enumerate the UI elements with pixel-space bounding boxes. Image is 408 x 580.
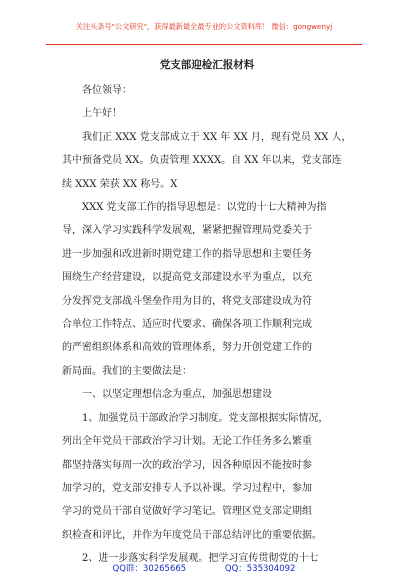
page-footer	[0, 562, 408, 580]
document-body	[62, 52, 352, 571]
document-line: 列出全年党员干部政治学习计划。无论工作任务多么繁重	[62, 436, 312, 448]
document-line: 的严密组织体系和高效的管理体系，努力开创党建工作的	[62, 342, 312, 354]
document-line: 2、进一步落实科学发展观。把学习宣传贯彻党的十七	[82, 553, 319, 565]
document-line: 一、以坚定理想信念为重点，加强思想建设	[82, 389, 272, 401]
document-paragraphs	[62, 79, 352, 571]
document-line: 进一步加强和改进新时期党建工作的指导思想和主要任务	[62, 248, 312, 260]
document-title: 党支部迎检汇报材料	[159, 59, 255, 71]
document-line: XXX 党支部工作的指导思想是：以党的十七大精神为指	[82, 202, 327, 214]
document-line: 分发挥党支部战斗堡垒作用为目的，将党支部建设成为符	[62, 295, 312, 307]
document-line: 都坚持落实每周一次的政治学习，因各种原因不能按时参	[62, 459, 312, 471]
footer-qq-contact: QQ：535304092	[224, 564, 296, 574]
header-promo-text: 关注头条号"公文研究"，获得最新最全最专业的公文资料库！ 微信：gongwenyj	[75, 22, 333, 31]
document-line: 我们正 XXX 党支部成立于 XX 年 XX 月，现有党员 XX 人，	[82, 131, 352, 143]
document-line: 导，深入学习实践科学发展观，紧紧把握管理局党委关于	[62, 225, 312, 237]
header-divider	[46, 44, 362, 45]
footer-qq-group: QQ群：30265665	[112, 564, 187, 574]
document-line: 其中预备党员 XX。负责管理 XXXX。自 XX 年以来，党支部连	[62, 155, 342, 167]
document-line: 上午好！	[82, 108, 122, 120]
document-line: 学习的党员干部自觉做好学习笔记。管理区党支部定期组	[62, 506, 312, 518]
document-line: 各位领导：	[82, 85, 132, 96]
document-line: 续 XXX 荣获 XX 称号。X	[62, 178, 178, 190]
document-line: 合单位工作特点、适应时代要求、确保各项工作顺利完成	[62, 319, 312, 331]
document-line: 织检查和评比，并作为年度党员干部总结评比的重要依据。	[62, 529, 322, 541]
document-line: 1、加强党员干部政治学习制度。党支部根据实际情况，	[82, 412, 329, 424]
page-header	[0, 0, 408, 48]
document-line: 加学习的，党支部安排专人予以补课。学习过程中，参加	[62, 482, 312, 494]
document-line: 新局面。我们的主要做法是：	[62, 365, 192, 377]
document-line: 围绕生产经营建设，以提高党支部建设水平为重点，以充	[62, 272, 312, 284]
